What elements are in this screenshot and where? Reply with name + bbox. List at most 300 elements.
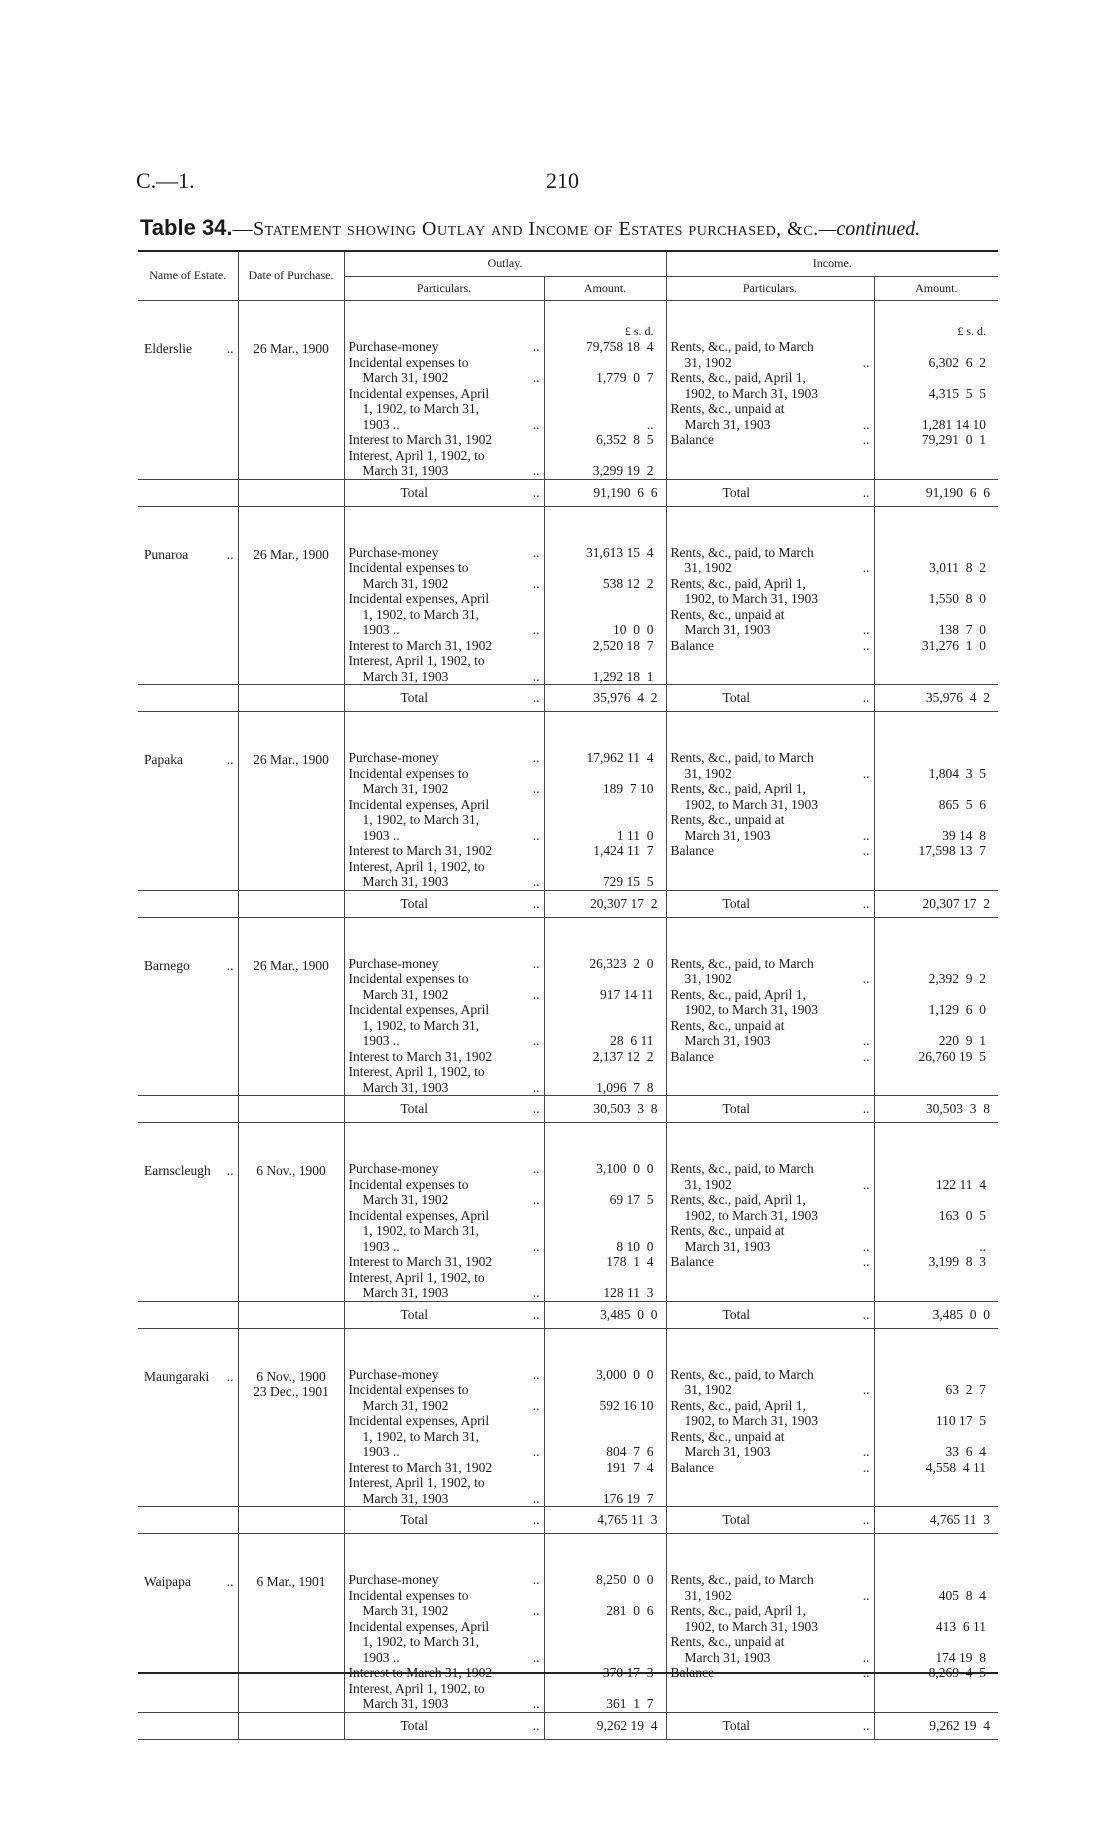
purchase-date: 6 Nov., 1900 bbox=[256, 1368, 326, 1384]
purchase-date: 26 Mar., 1900 bbox=[253, 341, 329, 356]
leader-dots: .. bbox=[862, 1665, 870, 1680]
leader-dots: .. bbox=[532, 463, 540, 478]
blank-line bbox=[879, 859, 995, 875]
purchase-date: 26 Mar., 1900 bbox=[253, 546, 329, 562]
income-particulars bbox=[666, 712, 874, 891]
leader-dots: .. bbox=[862, 765, 870, 781]
blank-line bbox=[879, 1367, 995, 1383]
income-total: 3,485 0 0 bbox=[874, 1301, 998, 1328]
total-row bbox=[138, 1301, 998, 1328]
outlay-interest-1903-cont bbox=[349, 1696, 540, 1712]
table-title: —Statement showing Outlay and Income of Estates purchased, &c. bbox=[232, 218, 819, 240]
income-amount: 26,760 19 5 bbox=[918, 1048, 987, 1064]
estate-name: Punaroa .. bbox=[144, 546, 234, 562]
outlay-purchase-money-text: Purchase-money bbox=[348, 750, 439, 765]
blank-line bbox=[549, 1208, 662, 1224]
outlay-purchase-money bbox=[349, 1161, 540, 1177]
outlay-amount: 3,100 0 0 bbox=[596, 1161, 654, 1176]
outlay-incidental-1903: Incidental expenses, April bbox=[348, 796, 490, 812]
blank-line bbox=[879, 669, 995, 685]
blank-line bbox=[879, 956, 995, 972]
table-caption bbox=[140, 215, 1020, 241]
income-rents-paid-1902: Rents, &c., paid, to March bbox=[670, 544, 814, 560]
leader-dots: .. bbox=[862, 1382, 870, 1397]
blank-line bbox=[879, 448, 995, 464]
outlay-amounts bbox=[544, 1534, 666, 1713]
income-total-label: Total .. bbox=[666, 1712, 874, 1739]
estate-row bbox=[138, 1534, 998, 1713]
outlay-incidental-1902-cont bbox=[349, 1192, 540, 1208]
outlay-total-label: Total .. bbox=[344, 1507, 544, 1534]
income-rents-unpaid: Rents, &c., unpaid at bbox=[670, 812, 785, 827]
leader-dots: .. bbox=[532, 339, 540, 354]
blank-line bbox=[549, 448, 662, 464]
leader-dots: .. bbox=[862, 560, 870, 575]
outlay-amount: 2,137 12 2 bbox=[592, 1048, 654, 1064]
outlay-interest-1903-cont bbox=[349, 1491, 540, 1507]
leader-dots: .. bbox=[862, 843, 870, 858]
income-rents-unpaid: Rents, &c., unpaid at bbox=[670, 1017, 785, 1033]
leader-dots: .. bbox=[862, 1176, 870, 1192]
outlay-interest-1903: Interest, April 1, 1902, to bbox=[348, 1269, 485, 1285]
blank-line bbox=[549, 560, 662, 576]
blank-line bbox=[549, 386, 662, 402]
table-title-continued: —continued. bbox=[818, 218, 921, 240]
outlay-incidental-1903-end-text: 1903 .. bbox=[362, 1444, 400, 1459]
blank-line bbox=[549, 1650, 662, 1666]
leader-dots: .. bbox=[226, 1368, 234, 1384]
blank-line bbox=[879, 987, 995, 1003]
blank-line bbox=[879, 781, 995, 797]
outlay-amount: 917 14 11 bbox=[600, 986, 654, 1002]
blank-line bbox=[549, 1681, 662, 1697]
leader-dots: .. bbox=[532, 668, 540, 684]
income-amount: 122 11 4 bbox=[935, 1176, 987, 1192]
purchase-date: 6 Mar., 1901 bbox=[256, 1574, 326, 1589]
income-rents-paid-1902-cont-text: 31, 1902 bbox=[684, 354, 732, 370]
outlay-incidental-1903-cont: 1, 1902, to March 31, bbox=[362, 1223, 480, 1238]
blank-line bbox=[549, 1429, 662, 1445]
outlay-incidental-1902-cont bbox=[349, 576, 540, 592]
outlay-amount: 17,962 11 4 bbox=[586, 750, 654, 765]
leader-dots: .. bbox=[862, 354, 870, 370]
outlay-interest-1903: Interest, April 1, 1902, to bbox=[348, 1064, 485, 1079]
income-rents-paid-1903: Rents, &c., paid, April 1, bbox=[670, 575, 806, 591]
income-amount: 1,281 14 10 bbox=[921, 416, 987, 432]
blank-line bbox=[549, 971, 662, 987]
income-rents-paid-1903-cont: 1902, to March 31, 1903 bbox=[684, 1618, 818, 1634]
outlay-amount: 1,779 0 7 bbox=[596, 370, 654, 385]
outlay-interest-1903-cont bbox=[349, 463, 540, 479]
leader-dots: .. bbox=[862, 971, 870, 986]
income-total: 20,307 17 2 bbox=[874, 890, 998, 917]
outlay-total-label: Total .. bbox=[344, 685, 544, 712]
blank-line bbox=[549, 1588, 662, 1604]
income-rents-unpaid: Rents, &c., unpaid at bbox=[670, 1634, 785, 1649]
income-amount: 63 2 7 bbox=[945, 1382, 987, 1397]
blank-line bbox=[879, 370, 995, 386]
blank-line bbox=[879, 1572, 995, 1588]
outlay-purchase-money-text: Purchase-money bbox=[348, 955, 439, 971]
income-total-label: Total .. bbox=[666, 1507, 874, 1534]
outlay-incidental-1902-cont bbox=[349, 987, 540, 1003]
blank-line bbox=[549, 653, 662, 669]
income-amounts bbox=[874, 1328, 998, 1507]
outlay-incidental-1903-end-text: 1903 .. bbox=[362, 827, 400, 843]
income-rents-paid-1902: Rents, &c., paid, to March bbox=[670, 1572, 814, 1587]
purchase-date-cell bbox=[238, 1123, 344, 1302]
income-balance bbox=[671, 1254, 870, 1270]
leader-dots: .. bbox=[862, 1254, 870, 1269]
income-total-label: Total .. bbox=[666, 1301, 874, 1328]
income-balance-text: Balance bbox=[670, 1665, 714, 1680]
outlay-incidental-1903-end bbox=[349, 1650, 540, 1666]
outlay-purchase-money bbox=[349, 750, 540, 766]
outlay-incidental-1903-end bbox=[349, 1239, 540, 1255]
total-row bbox=[138, 1712, 998, 1739]
blank-line bbox=[879, 463, 995, 479]
estate-row bbox=[138, 301, 998, 480]
outlay-amount: 178 1 4 bbox=[606, 1254, 654, 1269]
outlay-interest-1903-cont bbox=[349, 669, 540, 685]
leader-dots: .. bbox=[532, 544, 540, 560]
leader-dots: .. bbox=[226, 341, 234, 356]
outlay-amount: 370 17 3 bbox=[602, 1665, 654, 1680]
blank-line bbox=[549, 1223, 662, 1239]
outlay-incidental-1902-cont bbox=[349, 1398, 540, 1414]
leader-dots: .. bbox=[532, 1238, 540, 1254]
blank-line bbox=[879, 874, 995, 890]
outlay-interest-1903: Interest, April 1, 1902, to bbox=[348, 1680, 485, 1696]
outlay-amount: 8,250 0 0 bbox=[596, 1572, 654, 1587]
outlay-interest-1903: Interest, April 1, 1902, to bbox=[348, 653, 485, 668]
income-particulars bbox=[666, 1328, 874, 1507]
blank-line bbox=[549, 1002, 662, 1018]
outlay-total: 91,190 6 6 bbox=[544, 479, 666, 506]
income-rents-unpaid-cont-text: March 31, 1903 bbox=[684, 1649, 771, 1665]
outlay-incidental-1903-end-text: 1903 .. bbox=[362, 1238, 400, 1254]
blank-line bbox=[549, 607, 662, 623]
outlay-incidental-1903-cont: 1, 1902, to March 31, bbox=[362, 812, 480, 827]
outlay-amount: 281 0 6 bbox=[606, 1603, 654, 1618]
blank-line bbox=[879, 1696, 995, 1712]
income-rents-paid-1902-cont bbox=[671, 766, 870, 782]
income-total: 30,503 3 8 bbox=[874, 1096, 998, 1123]
outlay-purchase-money-text: Purchase-money bbox=[348, 339, 439, 354]
outlay-incidental-1903: Incidental expenses, April bbox=[348, 1618, 490, 1634]
estate-name: Barnego .. bbox=[144, 957, 234, 973]
estate-name: Papaka .. bbox=[144, 752, 234, 767]
income-rents-paid-1903: Rents, &c., paid, April 1, bbox=[670, 1397, 806, 1413]
income-amount: 413 6 11 bbox=[935, 1618, 987, 1634]
income-rents-unpaid-cont bbox=[671, 1033, 870, 1049]
leader-dots: .. bbox=[226, 957, 234, 973]
blank-line bbox=[879, 1270, 995, 1286]
income-rents-paid-1902-cont-text: 31, 1902 bbox=[684, 971, 732, 986]
page-header bbox=[136, 168, 996, 198]
outlay-purchase-money bbox=[349, 545, 540, 561]
leader-dots: .. bbox=[532, 1649, 540, 1665]
income-particulars bbox=[666, 1123, 874, 1302]
outlay-incidental-1903: Incidental expenses, April bbox=[348, 385, 490, 401]
income-amount: 405 8 4 bbox=[938, 1587, 987, 1603]
income-rents-paid-1903-cont: 1902, to March 31, 1903 bbox=[684, 796, 818, 812]
col-header-outlay: Outlay. bbox=[344, 251, 666, 276]
outlay-incidental-1903-cont: 1, 1902, to March 31, bbox=[362, 401, 480, 416]
estate-row bbox=[138, 1123, 998, 1302]
outlay-incidental-1902: Incidental expenses to bbox=[348, 1176, 469, 1192]
purchase-date-cell bbox=[238, 712, 344, 891]
leader-dots: .. bbox=[862, 1459, 870, 1475]
purchase-date-cell bbox=[238, 506, 344, 685]
outlay-amount: 1,096 7 8 bbox=[596, 1079, 654, 1095]
outlay-amount: 2,520 18 7 bbox=[592, 637, 654, 653]
estate-row bbox=[138, 712, 998, 891]
outlay-particulars bbox=[344, 1328, 544, 1507]
estate-row bbox=[138, 1328, 998, 1507]
blank-line bbox=[879, 401, 995, 417]
blank-line bbox=[549, 1018, 662, 1034]
total-row bbox=[138, 1507, 998, 1534]
blank-line bbox=[879, 607, 995, 623]
income-rents-paid-1902-cont bbox=[671, 1382, 870, 1398]
outlay-incidental-1902: Incidental expenses to bbox=[348, 1382, 469, 1397]
leader-dots: .. bbox=[532, 1603, 540, 1618]
blank-line bbox=[879, 339, 995, 355]
outlay-incidental-1903-cont: 1, 1902, to March 31, bbox=[362, 1017, 480, 1033]
outlay-amount: 804 7 6 bbox=[606, 1444, 654, 1459]
income-rents-paid-1902-cont-text: 31, 1902 bbox=[684, 1587, 732, 1603]
outlay-incidental-1903-end-text: 1903 .. bbox=[362, 1033, 400, 1048]
purchase-date: 6 Nov., 1900 bbox=[256, 1163, 326, 1178]
outlay-interest-1903-cont bbox=[349, 874, 540, 890]
leader-dots: .. bbox=[226, 752, 234, 767]
outlay-total-label: Total .. bbox=[344, 479, 544, 506]
leader-dots: .. bbox=[862, 637, 870, 653]
estate-row bbox=[138, 917, 998, 1096]
outlay-interest-1902: Interest to March 31, 1902 bbox=[348, 1048, 493, 1064]
outlay-particulars bbox=[344, 506, 544, 685]
outlay-amount: 79,758 18 4 bbox=[586, 339, 654, 354]
blank-line bbox=[879, 1064, 995, 1080]
purchase-date: 26 Mar., 1900 bbox=[253, 957, 329, 973]
outlay-incidental-1903-end bbox=[349, 1444, 540, 1460]
income-balance bbox=[671, 638, 870, 654]
outlay-interest-1902: Interest to March 31, 1902 bbox=[348, 1665, 493, 1680]
estate-row bbox=[138, 506, 998, 685]
leader-dots: .. bbox=[532, 1192, 540, 1207]
outlay-interest-1902: Interest to March 31, 1902 bbox=[348, 637, 493, 653]
income-balance-text: Balance bbox=[670, 1048, 714, 1064]
income-rents-paid-1902-cont-text: 31, 1902 bbox=[684, 1176, 732, 1192]
blank-line bbox=[879, 1080, 995, 1096]
outlay-amount: 128 11 3 bbox=[603, 1285, 654, 1300]
leader-dots: .. bbox=[532, 1490, 540, 1506]
outlay-purchase-money-text: Purchase-money bbox=[348, 1161, 439, 1176]
outlay-incidental-1903: Incidental expenses, April bbox=[348, 591, 490, 606]
leader-dots: .. bbox=[532, 781, 540, 796]
income-rents-paid-1903: Rents, &c., paid, April 1, bbox=[670, 781, 806, 796]
income-particulars bbox=[666, 301, 874, 480]
income-rents-unpaid-cont-text: March 31, 1903 bbox=[684, 1238, 771, 1254]
purchase-date: 26 Mar., 1900 bbox=[253, 752, 329, 767]
outlay-interest-1903: Interest, April 1, 1902, to bbox=[348, 447, 485, 463]
col-header-income-particulars: Particulars. bbox=[666, 276, 874, 301]
income-rents-paid-1903: Rents, &c., paid, April 1, bbox=[670, 1603, 806, 1618]
income-total-label: Total .. bbox=[666, 890, 874, 917]
income-amount: 3,011 8 2 bbox=[929, 560, 987, 575]
income-rents-paid-1902-cont-text: 31, 1902 bbox=[684, 1382, 732, 1397]
blank-line bbox=[879, 653, 995, 669]
leader-dots: .. bbox=[532, 1161, 540, 1176]
outlay-amount: 3,000 0 0 bbox=[596, 1366, 654, 1382]
income-amount: 163 0 5 bbox=[938, 1207, 987, 1223]
leader-dots: .. bbox=[532, 874, 540, 889]
outlay-incidental-1902-cont-text: March 31, 1902 bbox=[362, 1397, 449, 1413]
income-amount: 1,129 6 0 bbox=[928, 1002, 987, 1017]
outlay-incidental-1902-cont bbox=[349, 1603, 540, 1619]
blank-line bbox=[879, 1223, 995, 1239]
outlay-incidental-1903-end bbox=[349, 828, 540, 844]
blank-line bbox=[549, 591, 662, 607]
outlay-amount: 361 1 7 bbox=[606, 1696, 654, 1711]
blank-line bbox=[549, 1634, 662, 1650]
outlay-amounts bbox=[544, 712, 666, 891]
income-rents-paid-1903: Rents, &c., paid, April 1, bbox=[670, 986, 806, 1002]
table-number: Table 34. bbox=[140, 215, 233, 240]
income-rents-unpaid-cont-text: March 31, 1903 bbox=[684, 1444, 771, 1459]
leader-dots: .. bbox=[532, 1285, 540, 1300]
income-rents-unpaid-cont bbox=[671, 1444, 870, 1460]
blank-line bbox=[879, 1634, 995, 1650]
outlay-incidental-1903: Incidental expenses, April bbox=[348, 1002, 490, 1017]
outlay-total-label: Total .. bbox=[344, 890, 544, 917]
outlay-incidental-1903-cont: 1, 1902, to March 31, bbox=[362, 606, 480, 622]
outlay-incidental-1902-cont-text: March 31, 1902 bbox=[362, 1192, 449, 1207]
income-amounts bbox=[874, 917, 998, 1096]
blank-line bbox=[879, 1429, 995, 1445]
outlay-incidental-1902-cont-text: March 31, 1902 bbox=[362, 370, 449, 385]
outlay-purchase-money bbox=[349, 1367, 540, 1383]
income-rents-paid-1903-cont: 1902, to March 31, 1903 bbox=[684, 1207, 818, 1223]
lsd-header: £ s. d. bbox=[624, 323, 654, 338]
footer-rule bbox=[138, 1672, 998, 1674]
outlay-interest-1903-cont-text: March 31, 1903 bbox=[362, 1696, 449, 1711]
blank-line bbox=[549, 812, 662, 828]
income-balance bbox=[671, 843, 870, 859]
income-rents-paid-1902: Rents, &c., paid, to March bbox=[670, 339, 814, 354]
blank-line bbox=[549, 1382, 662, 1398]
outlay-incidental-1902-cont-text: March 31, 1902 bbox=[362, 1603, 449, 1618]
leader-dots: .. bbox=[862, 1048, 870, 1064]
income-rents-unpaid-cont bbox=[671, 417, 870, 433]
income-amount: 33 6 4 bbox=[945, 1444, 987, 1459]
outlay-incidental-1902: Incidental expenses to bbox=[348, 354, 469, 370]
blank-line bbox=[549, 1177, 662, 1193]
outlay-particulars bbox=[344, 1534, 544, 1713]
outlay-interest-1903-cont-text: March 31, 1903 bbox=[362, 1490, 449, 1506]
document-reference: C.—1. bbox=[136, 168, 195, 193]
outlay-total-label: Total .. bbox=[344, 1712, 544, 1739]
income-amount: 39 14 8 bbox=[942, 827, 987, 843]
income-amount: 1,550 8 0 bbox=[928, 591, 987, 606]
leader-dots: .. bbox=[532, 986, 540, 1002]
income-amount: 6,302 6 2 bbox=[928, 354, 987, 370]
outlay-amount: 176 19 7 bbox=[602, 1490, 654, 1506]
income-rents-paid-1902: Rents, &c., paid, to March bbox=[670, 1366, 814, 1382]
outlay-amount: 26,323 2 0 bbox=[589, 955, 654, 971]
income-rents-unpaid-cont-text: March 31, 1903 bbox=[684, 1033, 771, 1048]
outlay-amount: 10 0 0 bbox=[613, 622, 654, 637]
leader-dots: .. bbox=[862, 1238, 870, 1254]
outlay-amount: 3,299 19 2 bbox=[592, 463, 654, 478]
outlay-amounts bbox=[544, 917, 666, 1096]
leader-dots: .. bbox=[226, 546, 234, 562]
outlay-amount: 28 6 11 bbox=[610, 1033, 654, 1048]
income-rents-paid-1903-cont: 1902, to March 31, 1903 bbox=[684, 591, 818, 606]
outlay-amounts bbox=[544, 1123, 666, 1302]
income-particulars bbox=[666, 917, 874, 1096]
outlay-interest-1903-cont bbox=[349, 1285, 540, 1301]
col-header-date: Date of Purchase. bbox=[238, 251, 344, 301]
blank-line bbox=[879, 1285, 995, 1301]
income-particulars bbox=[666, 1534, 874, 1713]
outlay-particulars bbox=[344, 301, 544, 480]
outlay-amount: 191 7 4 bbox=[606, 1459, 654, 1475]
leader-dots: .. bbox=[862, 416, 870, 432]
outlay-incidental-1903-cont: 1, 1902, to March 31, bbox=[362, 1428, 480, 1444]
income-amount: 220 9 1 bbox=[938, 1033, 987, 1048]
estate-rows bbox=[138, 301, 998, 1740]
income-amounts bbox=[874, 712, 998, 891]
outlay-incidental-1902: Incidental expenses to bbox=[348, 560, 469, 575]
outlay-amount: 538 12 2 bbox=[602, 575, 654, 591]
outlay-total-label: Total .. bbox=[344, 1301, 544, 1328]
income-balance bbox=[671, 1460, 870, 1476]
outlay-amount: 31,613 15 4 bbox=[586, 544, 654, 560]
income-amount: 110 17 5 bbox=[935, 1413, 987, 1428]
income-amount: 79,291 0 1 bbox=[921, 432, 987, 447]
income-rents-paid-1902: Rents, &c., paid, to March bbox=[670, 955, 814, 971]
income-rents-unpaid-cont-text: March 31, 1903 bbox=[684, 827, 771, 843]
outlay-purchase-money bbox=[349, 339, 540, 355]
blank-line bbox=[549, 1619, 662, 1635]
outlay-amount: 69 17 5 bbox=[609, 1192, 654, 1207]
blank-line bbox=[879, 1475, 995, 1491]
income-rents-unpaid-cont bbox=[671, 1650, 870, 1666]
outlay-amount: 8 10 0 bbox=[616, 1238, 654, 1254]
leader-dots: .. bbox=[862, 1649, 870, 1665]
income-balance-text: Balance bbox=[670, 1254, 714, 1269]
total-row bbox=[138, 1096, 998, 1123]
outlay-amount: 6,352 8 5 bbox=[596, 432, 654, 447]
page-number: 210 bbox=[546, 168, 579, 193]
col-header-name: Name of Estate. bbox=[138, 251, 238, 301]
leader-dots: .. bbox=[226, 1163, 234, 1178]
income-amounts bbox=[874, 506, 998, 685]
outlay-interest-1903-cont bbox=[349, 1080, 540, 1096]
col-header-income: Income. bbox=[666, 251, 998, 276]
outlay-interest-1903-cont-text: March 31, 1903 bbox=[362, 463, 449, 478]
outlay-interest-1903-cont-text: March 31, 1903 bbox=[362, 874, 449, 889]
income-amount: 174 19 8 bbox=[935, 1649, 987, 1665]
income-amount: 865 5 6 bbox=[938, 796, 987, 812]
income-rents-paid-1903: Rents, &c., paid, April 1, bbox=[670, 370, 806, 385]
income-rents-unpaid-cont bbox=[671, 828, 870, 844]
income-balance-text: Balance bbox=[670, 637, 714, 653]
outlay-amount: 1 11 0 bbox=[616, 827, 654, 843]
income-amount: 4,315 5 5 bbox=[928, 385, 987, 401]
